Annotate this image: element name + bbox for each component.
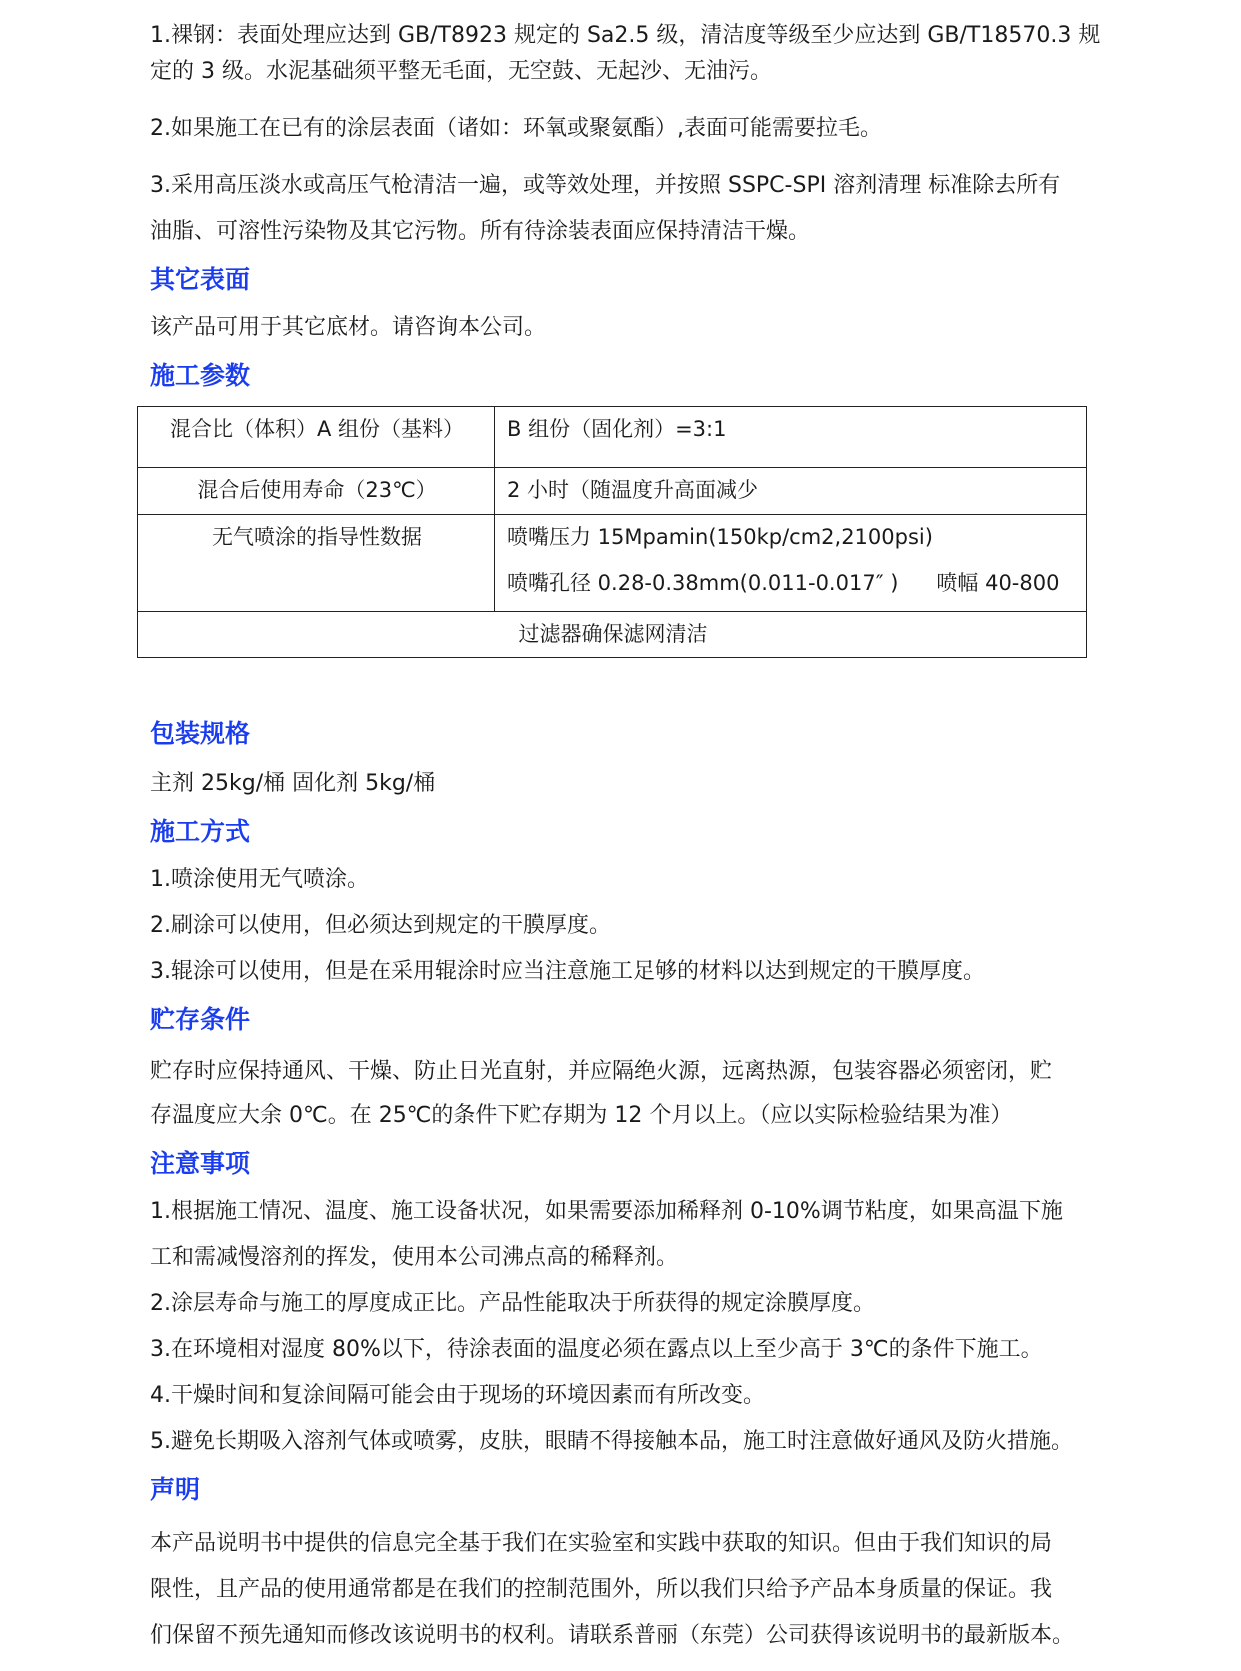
surface-prep-p1-line1: 1.裸钢：表面处理应达到 GB/T8923 规定的 Sa2.5 级，清洁度等级至少应达到 GB/T18570.3 规 bbox=[150, 23, 1101, 48]
notes-1-line2: 工和需减慢溶剂的挥发，使用本公司沸点高的稀释剂。 bbox=[150, 1245, 679, 1270]
surface-prep-p3-line2: 油脂、可溶性污染物及其它污物。所有待涂装表面应保持清洁干燥。 bbox=[150, 219, 811, 244]
mix-ratio-label: 混合比（体积）A 组份（基料） bbox=[169, 417, 465, 441]
statement-line2: 限性，且产品的使用通常都是在我们的控制范围外，所以我们只给予产品本身质量的保证。我 bbox=[150, 1577, 1053, 1602]
nozzle-pressure: 喷嘴压力 15Mpamin(150kp/cm2,2100psi) bbox=[507, 525, 933, 549]
packaging-text: 主剂 25kg/桶 固化剂 5kg/桶 bbox=[150, 771, 436, 796]
nozzle-size: 喷嘴孔径 0.28-0.38mm(0.011-0.017″ ) bbox=[507, 571, 899, 595]
heading-notes: 注意事项 bbox=[150, 1149, 251, 1178]
filter-note: 过滤器确保滤网清洁 bbox=[518, 622, 708, 646]
mix-ratio-value: B 组份（固化剂）=3:1 bbox=[507, 417, 727, 441]
heading-storage: 贮存条件 bbox=[150, 1005, 251, 1034]
notes-5: 5.避免长期吸入溶剂气体或喷雾，皮肤，眼睛不得接触本品，施工时注意做好通风及防火措施。 bbox=[150, 1429, 1073, 1454]
storage-line1: 贮存时应保持通风、干燥、防止日光直射，并应隔绝火源，远离热源，包装容器必须密闭，贮 bbox=[150, 1059, 1053, 1084]
params-label-cell bbox=[138, 468, 495, 515]
statement-line1: 本产品说明书中提供的信息完全基于我们在实验室和实践中获取的知识。但由于我们知识的局 bbox=[150, 1531, 1053, 1556]
statement-line3: 们保留不预先通知而修改该说明书的权利。请联系普丽（东莞）公司获得该说明书的最新版本。 bbox=[150, 1623, 1075, 1648]
params-label-cell bbox=[138, 407, 495, 468]
table-row bbox=[138, 515, 1087, 612]
method-item-2: 2.刷涂可以使用，但必须达到规定的干膜厚度。 bbox=[150, 913, 611, 938]
table-row bbox=[138, 612, 1087, 658]
heading-method: 施工方式 bbox=[150, 817, 251, 846]
params-value-cell bbox=[495, 515, 1087, 612]
heading-other-surfaces: 其它表面 bbox=[150, 265, 251, 294]
method-item-1: 1.喷涂使用无气喷涂。 bbox=[150, 867, 369, 892]
params-label-cell bbox=[138, 515, 495, 612]
pot-life-label: 混合后使用寿命（23℃） bbox=[197, 478, 437, 502]
notes-1-line1: 1.根据施工情况、温度、施工设备状况，如果需要添加稀释剂 0-10%调节粘度，如果高温下施 bbox=[150, 1199, 1063, 1224]
params-full-cell bbox=[138, 612, 1087, 658]
nozzle-size-row bbox=[495, 569, 1086, 597]
surface-prep-p1-line2: 定的 3 级。水泥基础须平整无毛面，无空鼓、无起沙、无油污。 bbox=[150, 59, 772, 84]
airless-spray-label: 无气喷涂的指导性数据 bbox=[212, 525, 422, 549]
method-item-3: 3.辊涂可以使用，但是在采用辊涂时应当注意施工足够的材料以达到规定的干膜厚度。 bbox=[150, 959, 985, 984]
table-row bbox=[138, 468, 1087, 515]
heading-packaging: 包装规格 bbox=[150, 719, 251, 748]
params-value-cell bbox=[495, 407, 1087, 468]
heading-statement: 声明 bbox=[150, 1475, 201, 1504]
heading-params: 施工参数 bbox=[150, 361, 251, 390]
pot-life-value: 2 小时（随温度升高面减少 bbox=[507, 478, 759, 502]
surface-prep-p3-line1: 3.采用高压淡水或高压气枪清洁一遍，或等效处理，并按照 SSPC-SPI 溶剂清理 标准除去所有 bbox=[150, 173, 1061, 198]
notes-3: 3.在环境相对湿度 80%以下，待涂表面的温度必须在露点以上至少高于 3℃的条件下施工。 bbox=[150, 1337, 1043, 1362]
storage-line2: 存温度应大余 0℃。在 25℃的条件下贮存期为 12 个月以上。（应以实际检验结果为准） bbox=[150, 1103, 1013, 1128]
surface-prep-p2: 2.如果施工在已有的涂层表面（诸如：环氧或聚氨酯）,表面可能需要拉毛。 bbox=[150, 116, 882, 141]
table-row bbox=[138, 407, 1087, 468]
notes-4: 4.干燥时间和复涂间隔可能会由于现场的环境因素而有所改变。 bbox=[150, 1383, 765, 1408]
other-surfaces-text: 该产品可用于其它底材。请咨询本公司。 bbox=[150, 315, 547, 340]
fan-width: 喷幅 40-800 bbox=[936, 571, 1060, 595]
params-value-cell bbox=[495, 468, 1087, 515]
params-table bbox=[137, 406, 1087, 658]
notes-2: 2.涂层寿命与施工的厚度成正比。产品性能取决于所获得的规定涂膜厚度。 bbox=[150, 1291, 875, 1316]
